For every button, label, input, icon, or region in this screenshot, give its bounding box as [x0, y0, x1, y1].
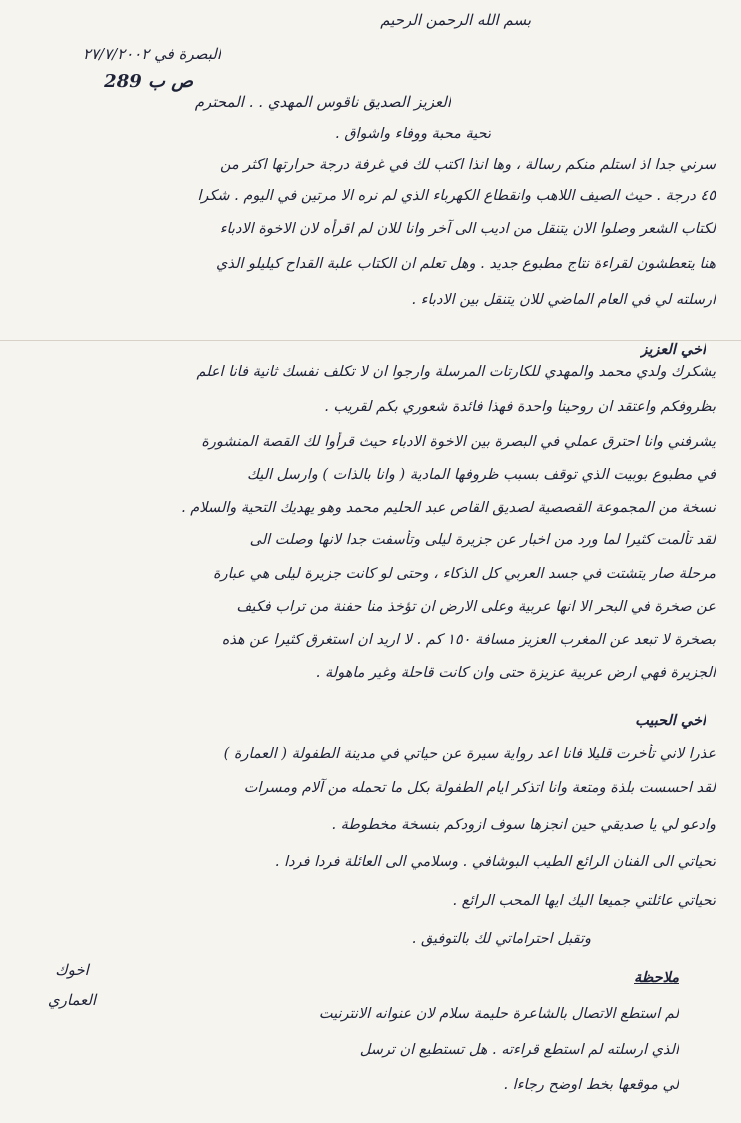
- po-box: ص ب 289: [104, 72, 193, 92]
- paragraph-line: بصخرة لا تبعد عن المغرب العزيز مسافة ١٥٠ كم . لا اريد ان استغرق كثيرا عن هذه: [221, 632, 716, 648]
- paragraph-line: بظروفكم واعتقد ان روحينا واحدة فهذا فائدة شعوري بكم لقريب .: [324, 399, 716, 415]
- note-title: ملاحظة: [633, 969, 679, 986]
- signature-line: اخوك: [55, 961, 89, 979]
- paragraph-line: يشكرك ولدي محمد والمهدي للكارتات المرسلة وارجوا ان لا تكلف نفسك ثانية فانا اعلم: [196, 364, 716, 380]
- paragraph-line: هنا يتعطشون لقراءة نتاج مطبوع جديد . وهل تعلم ان الكتاب علبة القداح كيليلو الذي: [216, 256, 716, 272]
- paragraph-line: في مطبوع بوبيت الذي توقف بسبب ظروفها المادية ( وانا بالذات ) وارسل اليك: [246, 467, 716, 483]
- paragraph-line: عذرا لاني تأخرت قليلا فانا اعد رواية سيرة عن حياتي في مدينة الطفولة ( العمارة ): [223, 746, 716, 762]
- paragraph-line: لقد احسست بلذة ومتعة وانا اتذكر ايام الطفولة بكل ما تحمله من آلام ومسرات: [243, 780, 716, 796]
- paragraph-line: لقد تألمت كثيرا لما ورد من اخبار عن جزيرة ليلى وتأسفت جدا لانها وصلت الى: [249, 532, 716, 548]
- signature-block: [22, 955, 122, 1015]
- signature-name: العماري: [47, 991, 97, 1009]
- letter-date: البصرة في ٢٧/٧/٢٠٠٢: [82, 45, 221, 63]
- note-line: الذي ارسلته لم استطع قراءته . هل تستطيع ان ترسل: [359, 1042, 679, 1058]
- paragraph-line: ارسلته لي في العام الماضي للان يتنقل بين الادباء .: [411, 292, 716, 308]
- note-line: لم استطع الاتصال بالشاعرة حليمة سلام لان عنوانه الانترنيت: [318, 1006, 679, 1022]
- greeting: تحية محبة ووفاء واشواق .: [335, 126, 491, 142]
- paragraph-line: لكتاب الشعر وصلوا الان يتنقل من اديب الى آخر وانا للان لم اقرأه لان الاخوة الادباء: [219, 221, 716, 237]
- paragraph-line: وادعو لي يا صديقي حين انجزها سوف ازودكم بنسخة مخطوطة .: [331, 817, 716, 833]
- salutation: العزيز الصديق ناقوس المهدي . . المحترم: [194, 93, 451, 111]
- paragraph-line: يشرفني وانا احترق عملي في البصرة بين الاخوة الادباء حيث قرأوا لك القصة المنشورة: [201, 434, 716, 450]
- closing-line: وتقبل احتراماتي لك بالتوفيق .: [411, 931, 591, 947]
- paragraph-line: تحياتي الى الفنان الرائع الطيب البوشافي . وسلامي الى العائلة فردا فردا .: [274, 854, 716, 870]
- paragraph-line: الجزيرة فهي ارض عربية عزيزة حتى وان كانت قاحلة وغير ماهولة .: [315, 665, 716, 681]
- paragraph-line: مرحلة صار يتشتت في جسد العربي كل الذكاء ، وحتى لو كانت جزيرة ليلى هي عبارة: [213, 566, 716, 582]
- paragraph-line: سرني جدا اذ استلم منكم رسالة ، وها انذا اكتب لك في غرفة درجة حرارتها اكثر من: [219, 157, 716, 173]
- basmala: بسم الله الرحمن الرحيم: [380, 11, 531, 29]
- paragraph-line: عن صخرة في البحر الا انها عربية وعلى الارض ان تؤخذ منا حفنة من تراب فكيف: [236, 599, 716, 615]
- heading-dear-brother: اخي العزيز: [640, 341, 706, 358]
- paragraph-line: تحياتي عائلتي جميعا اليك ايها المحب الرائع .: [452, 893, 716, 909]
- paragraph-line: نسخة من المجموعة القصصية لصديق القاص عبد الحليم محمد وهو يهديك التحية والسلام .: [181, 500, 716, 516]
- paper-fold-line: [0, 340, 741, 341]
- note-line: لي موقعها بخط اوضح رجاءا .: [503, 1077, 679, 1093]
- heading-beloved-brother: اخي الحبيب: [635, 712, 706, 729]
- paragraph-line: ٤٥ درجة . حيث الصيف اللاهب وانقطاع الكهرباء الذي لم نره الا مرتين في اليوم . شكرا: [197, 188, 716, 204]
